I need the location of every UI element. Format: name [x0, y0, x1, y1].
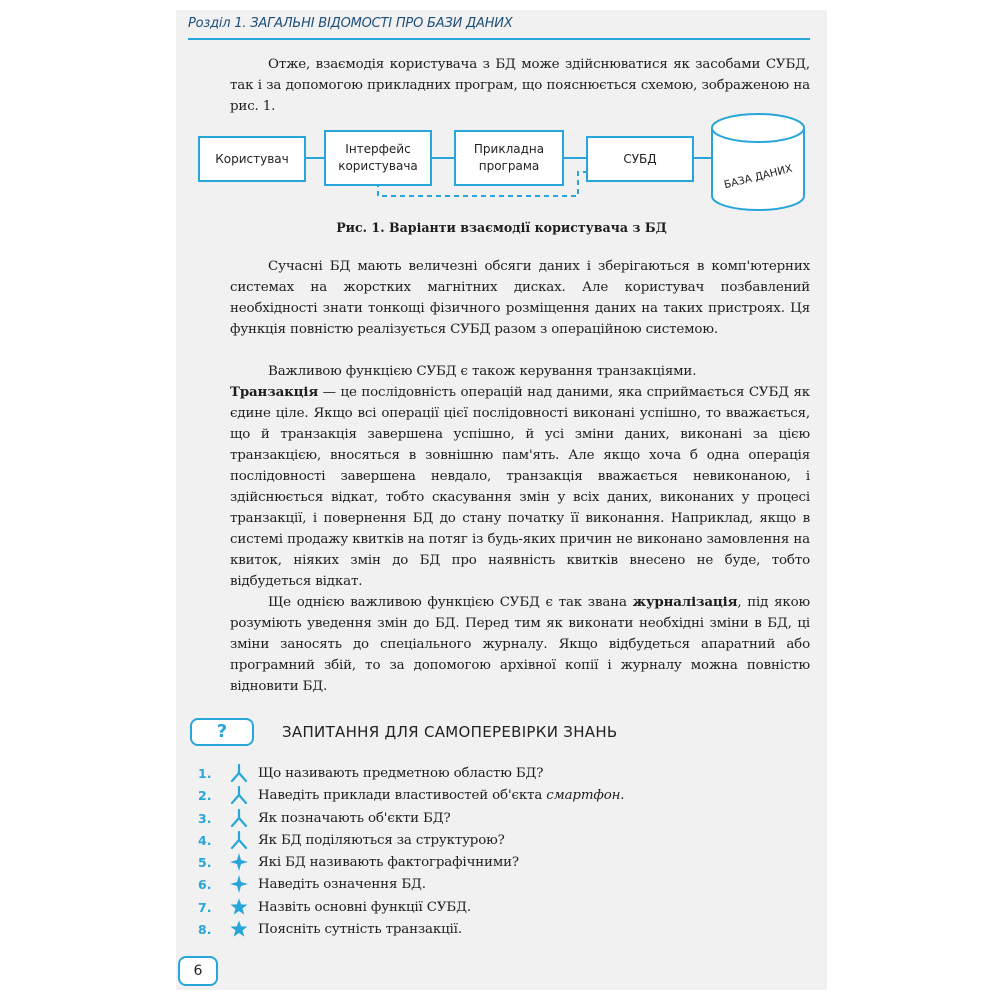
question-text: Як БД поділяються за структурою?: [258, 832, 505, 848]
level-2-sparkle-icon: [230, 875, 248, 893]
question-text: Назвіть основні функції СУБД.: [258, 899, 471, 915]
body-paragraph-transaction-definition: [230, 382, 810, 592]
interface-label-line1: Інтерфейс: [345, 142, 411, 156]
body-paragraph-storage: Сучасні БД мають величезні обсяги даних і зберігаються в комп'ютерних системах на жорстких магнітних дисках. Але користувач позбавлений необхідності знати тонкощі фізичного розміщення даних на таких пристроях. Ця функція повністю реалізується СУБД разом з операційною системою.: [230, 259, 810, 337]
question-item: [190, 853, 790, 875]
level-1-figure-icon: [230, 786, 248, 804]
question-item: [190, 764, 790, 786]
question-number: 2.: [198, 788, 212, 804]
question-list: [190, 764, 790, 942]
question-number: 6.: [198, 877, 212, 893]
question-text-italic: смартфон: [546, 788, 621, 804]
textbook-page: [176, 10, 827, 990]
journaling-intro-text: Ще однією важливою функцією СУБД є так звана: [268, 595, 633, 610]
body-paragraph-transactions-intro: Важливою функцією СУБД є також керування транзакціями.: [268, 364, 697, 379]
question-text: [258, 788, 624, 803]
intro-paragraph: Отже, взаємодія користувача з БД може здійснюватися як засобами СУБД, так і за допомогою прикладних програм, що пояснюється схемою, зображеною на рис. 1.: [230, 57, 810, 114]
level-1-figure-icon: [230, 764, 248, 782]
self-check-title: ЗАПИТАННЯ ДЛЯ САМОПЕРЕВІРКИ ЗНАНЬ: [282, 723, 618, 741]
question-number: 7.: [198, 899, 212, 915]
question-text: Наведіть означення БД.: [258, 877, 426, 893]
application-label-line1: Прикладна: [473, 142, 545, 156]
self-check-header: [190, 718, 790, 748]
term-transaction: Транзакція: [230, 384, 319, 400]
question-badge: [190, 718, 254, 746]
question-text: Як позначають об'єкти БД?: [258, 810, 451, 826]
page-number: 6: [178, 956, 218, 986]
journaling-rest-text: , під якою розуміють уведення змін до БД. Перед тим як виконати необхідні зміни в БД, ці зміни заносять до спеціального журналу. Якщо відбудеться апаратний або програмний збій, то за допомогою архівної копії і журналу можна повністю відновити БД.: [230, 595, 810, 694]
database-cylinder-icon: [708, 110, 808, 218]
question-number: 4.: [198, 832, 212, 848]
question-mark-icon: ?: [216, 721, 228, 742]
question-number: 5.: [198, 855, 212, 871]
application-label-line2: програма: [478, 159, 540, 173]
level-1-figure-icon: [230, 831, 248, 849]
user-box: [198, 136, 306, 182]
interface-label-line2: користувача: [338, 159, 418, 173]
question-number: 8.: [198, 922, 212, 938]
question-number: 1.: [198, 766, 212, 781]
level-2-sparkle-icon: [230, 853, 248, 871]
question-text-main: Наведіть приклади властивостей об'єкта: [258, 788, 547, 804]
question-item: [190, 786, 790, 808]
question-item: [190, 920, 790, 942]
level-3-star-icon: [230, 920, 248, 938]
page-header: [188, 14, 810, 40]
question-item: [190, 831, 790, 853]
question-text-tail: .: [620, 788, 625, 804]
question-number: 3.: [198, 810, 212, 826]
database-label: БАЗА ДАНИХ: [722, 162, 794, 192]
dbms-box: [586, 136, 694, 182]
dbms-label: СУБД: [623, 151, 657, 166]
question-item: [190, 898, 790, 920]
transaction-definition-text: — це послідовність операцій над даними, яка сприймається СУБД як єдине ціле. Якщо всі операції цієї послідовності виконані успішно, то вважається, що й транзакція завершена успішно, й усі зміни даних, виконані за цією транзакцією, вносяться в зовнішню пам'ять. Але якщо хоча б одна операція послідовності завершена невдало, транзакція вважається невиконаною, і здійснюється відкат, тобто скасування змін у всіх даних, виконаних у процесі транзакції, і повернення БД до стану початку її виконання. Наприклад, якщо в системі продажу квитків на потяг із будь-яких причин не виконано замовлення на квиток, ніяких змін до БД про наявність квитків внесено не буде, тобто відбудеться відкат.: [230, 385, 810, 589]
application-box: [454, 130, 564, 186]
body-paragraph-journaling: [230, 592, 810, 697]
level-1-figure-icon: [230, 809, 248, 827]
question-text: Поясніть сутність транзакції.: [258, 922, 462, 938]
question-text: Які БД називають фактографічними?: [258, 855, 519, 871]
question-text: Що називають предметною областю БД?: [258, 766, 544, 781]
user-label: Користувач: [215, 151, 289, 166]
question-item: [190, 875, 790, 897]
question-item: [190, 809, 790, 831]
section-title: Розділ 1. ЗАГАЛЬНІ ВІДОМОСТІ ПРО БАЗИ ДАНИХ: [188, 16, 513, 31]
user-interface-box: [324, 130, 432, 186]
term-journaling: журналізація: [632, 594, 738, 610]
interaction-diagram: [188, 110, 808, 220]
figure-caption: Рис. 1. Варіанти взаємодії користувача з БД: [336, 220, 667, 235]
level-3-star-icon: [230, 898, 248, 916]
